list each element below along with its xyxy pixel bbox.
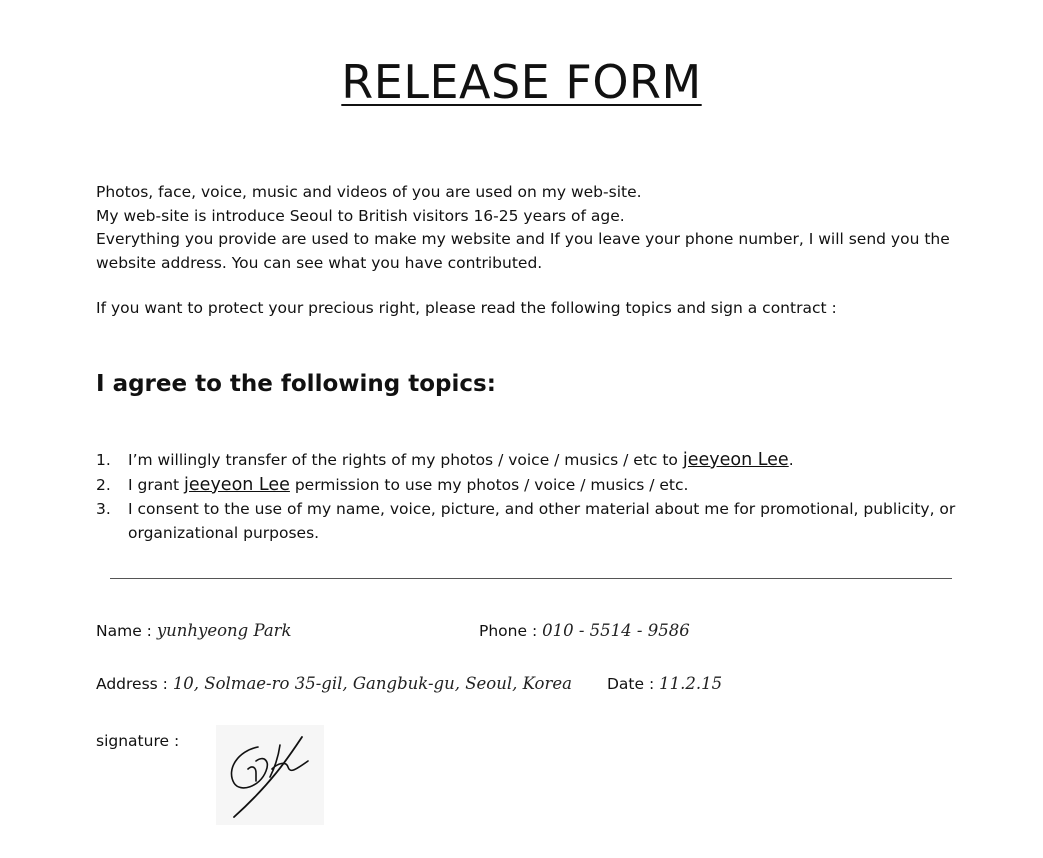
- topic-number: 3.: [96, 500, 111, 518]
- name-field: [96, 619, 292, 643]
- intro-paragraph: [96, 181, 966, 321]
- topic-number: 2.: [96, 475, 111, 494]
- intro-line-2: My web-site is introduce Seoul to British visitors 16-25 years of age.: [96, 206, 625, 225]
- topic-item-3: [96, 498, 956, 545]
- address-label: Address :: [96, 675, 173, 693]
- date-label: Date :: [607, 675, 660, 693]
- topic-number: 1.: [96, 451, 111, 469]
- date-value: 11.2.15: [659, 674, 723, 693]
- page-title: [0, 52, 1043, 112]
- signature-drawing: [216, 725, 324, 825]
- topic-item-2: [96, 474, 956, 498]
- name-value: yunhyeong Park: [156, 621, 292, 640]
- signature-label: signature :: [96, 732, 180, 750]
- topic-text-after: .: [788, 451, 794, 469]
- phone-label: Phone :: [479, 622, 543, 640]
- phone-value: 010 - 5514 - 9586: [542, 621, 690, 640]
- paragraph-gap: [96, 275, 966, 297]
- signature-image: [216, 725, 324, 825]
- name-label: Name :: [96, 622, 157, 640]
- topic-text: [128, 449, 956, 473]
- address-value: 10, Solmae-ro 35-gil, Gangbuk-gu, Seoul, Korea: [172, 674, 572, 693]
- grantee-name: jeeyeon Lee: [184, 474, 290, 495]
- grantee-name: jeeyeon Lee: [682, 450, 789, 470]
- address-field: [96, 672, 572, 696]
- topic-item-1: [96, 449, 956, 473]
- phone-field: [479, 619, 690, 643]
- topic-text: I consent to the use of my name, voice, picture, and other material about me for promotional, publicity, or organizational purposes.: [128, 500, 956, 542]
- topic-text-before: I’m willingly transfer of the rights of my photos / voice / musics / etc to: [128, 451, 683, 469]
- topic-text-before: I grant: [128, 475, 185, 494]
- topic-text: [128, 474, 956, 498]
- intro-line-3: Everything you provide are used to make my website and If you leave your phone number, I will send you the website address. You can see what you have contributed.: [96, 230, 950, 272]
- intro-line-4: If you want to protect your precious right, please read the following topics and sign a contract :: [96, 299, 837, 317]
- divider-line: [110, 578, 952, 579]
- date-field: [607, 672, 722, 696]
- title-text: RELEASE FORM: [341, 55, 702, 109]
- topic-text-after: permission to use my photos / voice / musics / etc.: [289, 475, 689, 494]
- topics-list: [96, 449, 956, 546]
- intro-line-1: Photos, face, voice, music and videos of you are used on my web-site.: [96, 183, 642, 201]
- topics-heading: I agree to the following topics:: [96, 371, 496, 397]
